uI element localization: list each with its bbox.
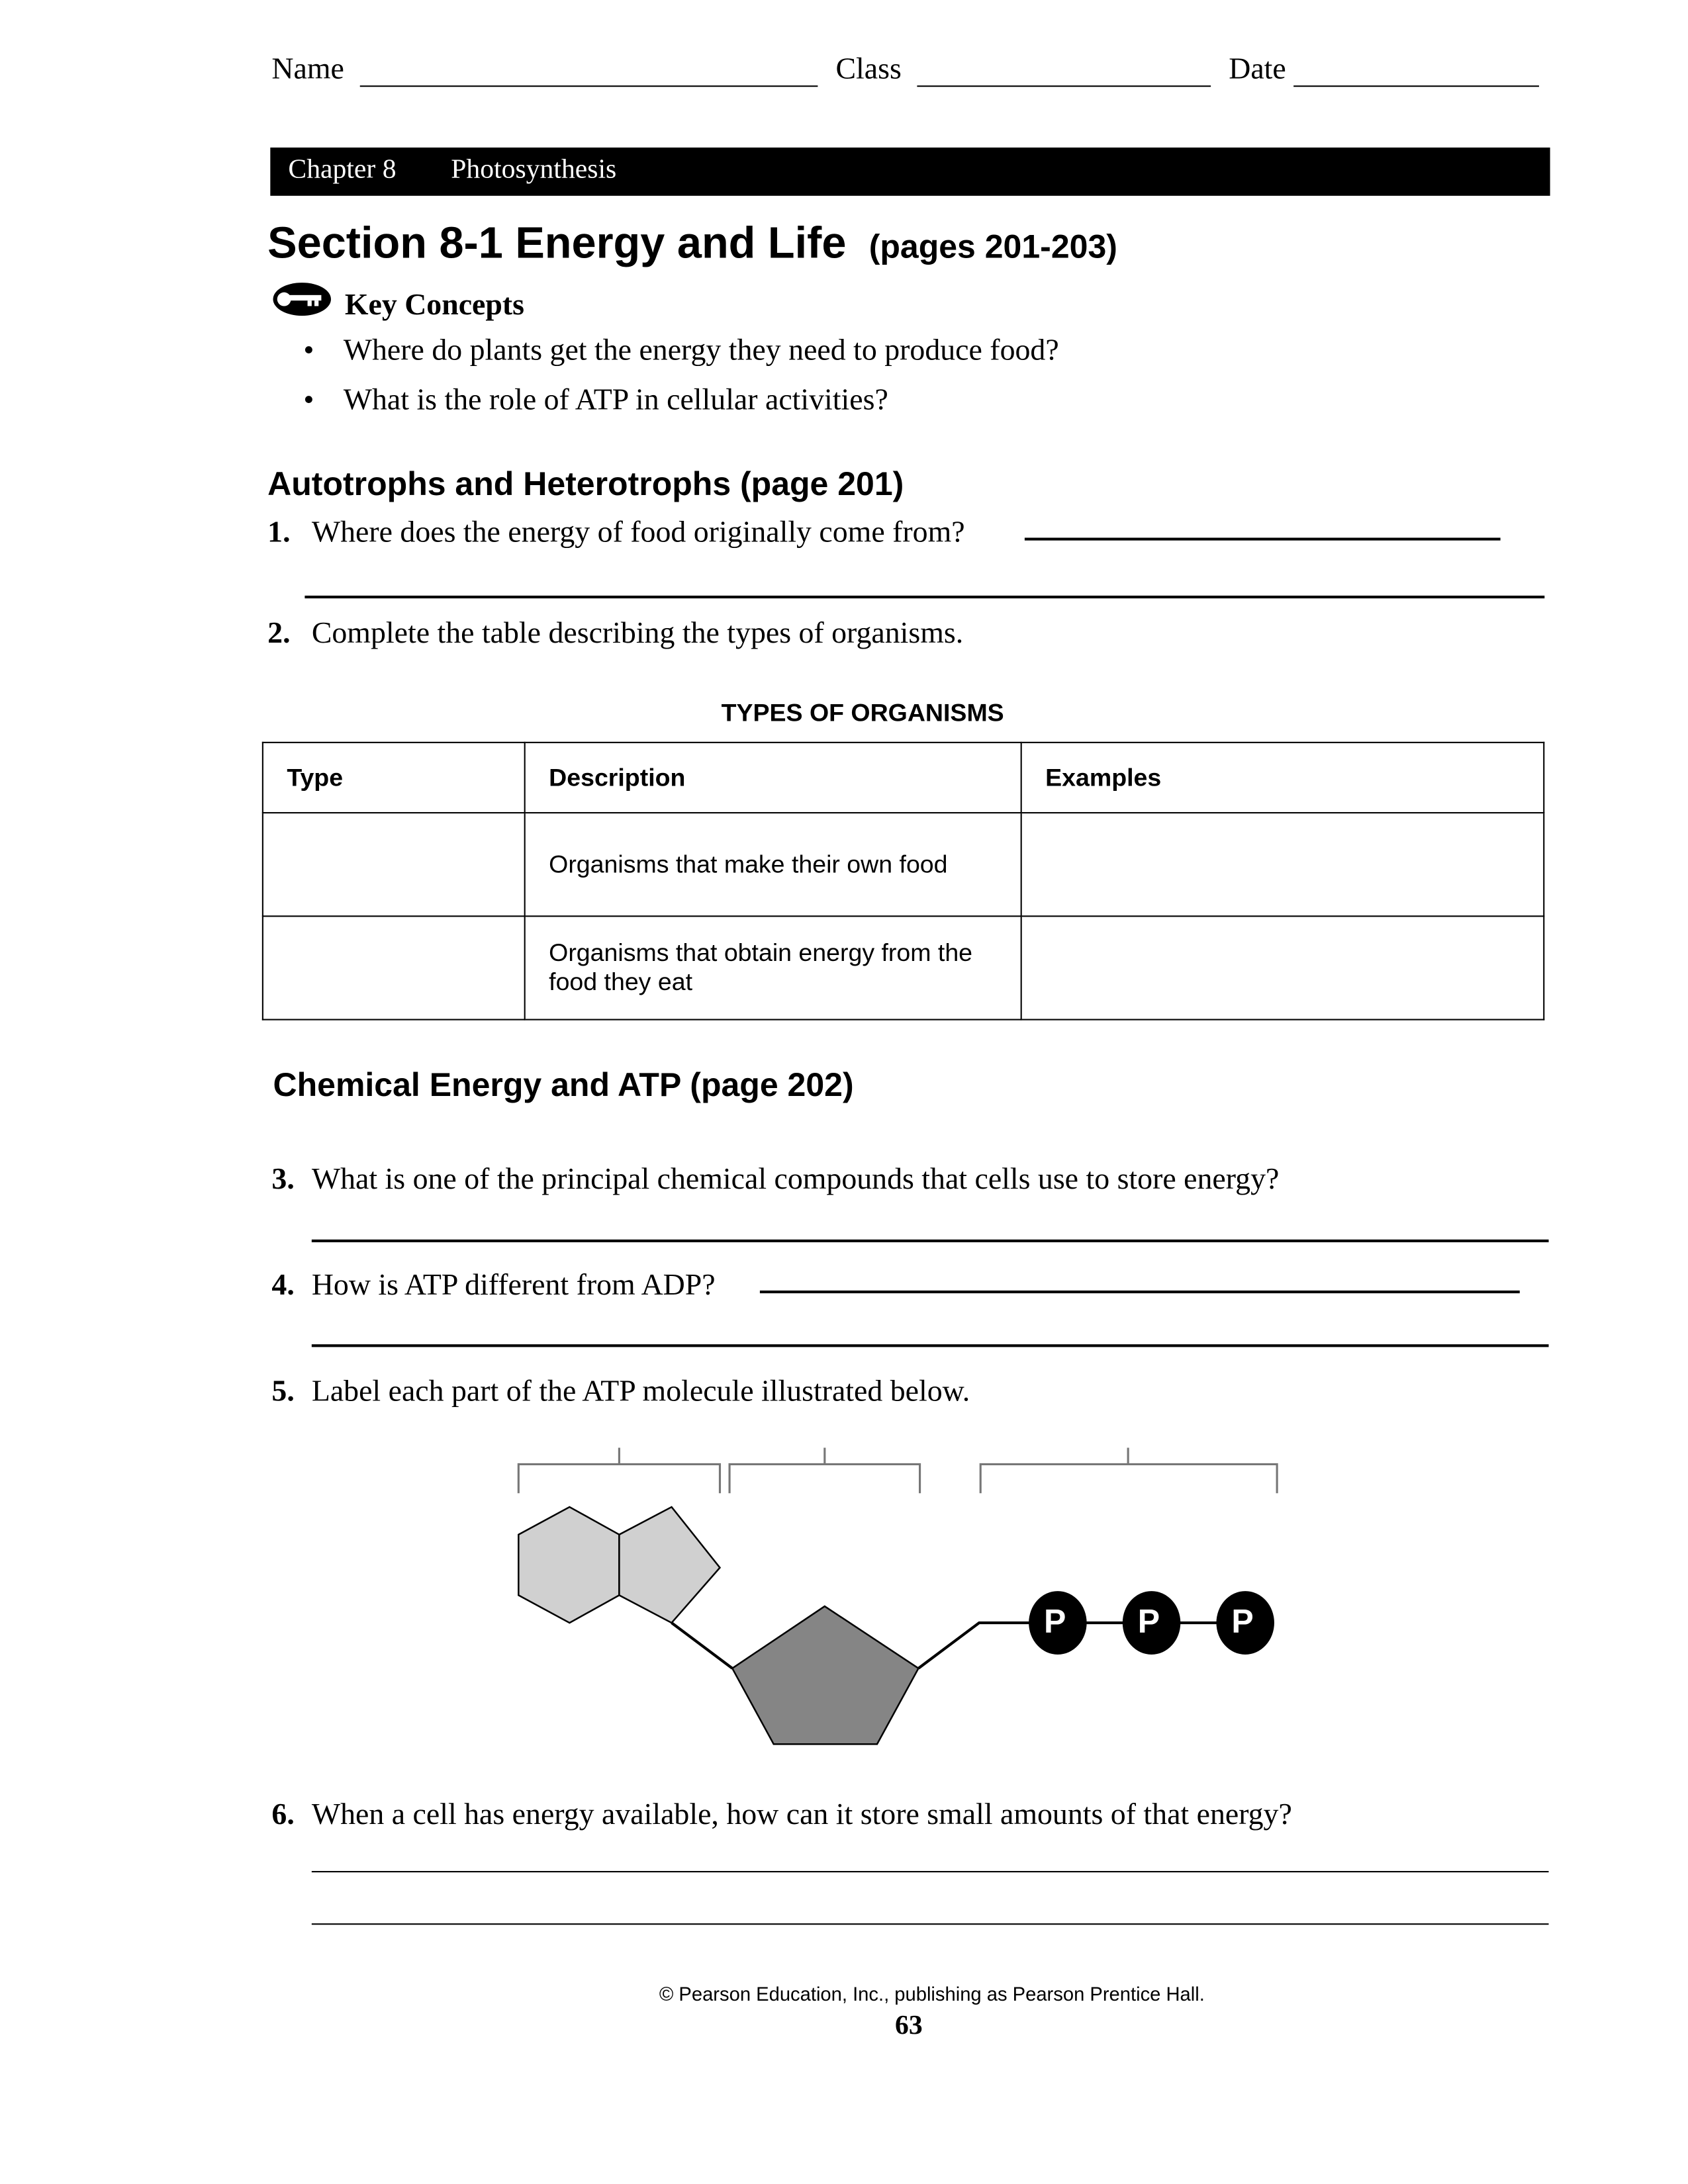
- phosphate-label: P: [1231, 1603, 1254, 1641]
- header-description: Description: [525, 743, 1021, 813]
- autotrophs-heading: Autotrophs and Heterotrophs (page 201): [267, 466, 904, 504]
- bullet: •: [303, 332, 314, 367]
- adenine-hexagon: [518, 1507, 619, 1623]
- label-brackets: [518, 1447, 1277, 1493]
- chapter-number: Chapter 8: [288, 154, 397, 185]
- question-1: Where does the energy of food originally come from?: [311, 514, 965, 549]
- key-concept-2: What is the role of ATP in cellular activities?: [343, 382, 888, 417]
- answer-line-4b[interactable]: [312, 1344, 1549, 1347]
- bracket-phosphates: [980, 1447, 1277, 1493]
- question-number: 3.: [271, 1161, 295, 1196]
- key-concepts-label: Key Concepts: [344, 287, 524, 322]
- section-title: [267, 218, 1117, 269]
- section-name: Section 8-1 Energy and Life: [267, 218, 847, 268]
- description-cell: Organisms that obtain energy from the food they eat: [525, 916, 1021, 1019]
- question-number: 5.: [271, 1373, 295, 1408]
- header-examples: Examples: [1021, 743, 1544, 813]
- answer-line-4a[interactable]: [760, 1291, 1520, 1293]
- bracket-ribose: [729, 1447, 919, 1493]
- table-title: TYPES OF ORGANISMS: [721, 699, 1004, 727]
- type-cell[interactable]: [263, 813, 525, 916]
- phosphate-label: P: [1137, 1603, 1160, 1641]
- header-type: Type: [263, 743, 525, 813]
- name-label: Name: [271, 51, 344, 86]
- answer-line-3[interactable]: [312, 1240, 1549, 1242]
- description-cell: Organisms that make their own food: [525, 813, 1021, 916]
- bond-line: [672, 1623, 733, 1668]
- chapter-title: Photosynthesis: [451, 154, 617, 185]
- key-concept-1: Where do plants get the energy they need to produce food?: [343, 332, 1059, 367]
- examples-cell[interactable]: [1021, 916, 1544, 1019]
- answer-line-1b[interactable]: [305, 596, 1544, 598]
- key-icon: [271, 281, 332, 317]
- date-field[interactable]: [1293, 85, 1539, 87]
- section-pages: (pages 201-203): [868, 228, 1117, 267]
- copyright: © Pearson Education, Inc., publishing as Pearson Prentice Hall.: [659, 1982, 1205, 2005]
- question-number: 6.: [271, 1796, 295, 1831]
- question-number: 4.: [271, 1267, 295, 1302]
- type-cell[interactable]: [263, 916, 525, 1019]
- bullet: •: [303, 382, 314, 417]
- page-number: 63: [895, 2010, 923, 2041]
- adenine-pentagon: [619, 1507, 720, 1623]
- name-field[interactable]: [360, 85, 818, 87]
- phosphate-label: P: [1044, 1603, 1066, 1641]
- ribose-pentagon: [732, 1606, 918, 1744]
- answer-line-6a[interactable]: [312, 1871, 1549, 1872]
- answer-line-6b[interactable]: [312, 1923, 1549, 1925]
- organisms-table: [262, 742, 1544, 1021]
- atp-molecule-diagram: [496, 1434, 1310, 1765]
- question-3: What is one of the principal chemical compounds that cells use to store energy?: [311, 1161, 1280, 1196]
- answer-line-1a[interactable]: [1025, 537, 1501, 540]
- question-number: 1.: [267, 514, 291, 549]
- date-label: Date: [1229, 51, 1286, 86]
- chemical-energy-heading: Chemical Energy and ATP (page 202): [273, 1067, 854, 1105]
- question-6: When a cell has energy available, how can it store small amounts of that energy?: [311, 1796, 1292, 1831]
- bracket-adenine: [518, 1447, 720, 1493]
- class-field[interactable]: [917, 85, 1211, 87]
- question-2: Complete the table describing the types of organisms.: [311, 615, 964, 650]
- examples-cell[interactable]: [1021, 813, 1544, 916]
- question-4: How is ATP different from ADP?: [311, 1267, 716, 1302]
- chapter-bar: [270, 148, 1550, 196]
- question-5: Label each part of the ATP molecule illustrated below.: [311, 1373, 970, 1408]
- class-label: Class: [835, 51, 902, 86]
- question-number: 2.: [267, 615, 291, 650]
